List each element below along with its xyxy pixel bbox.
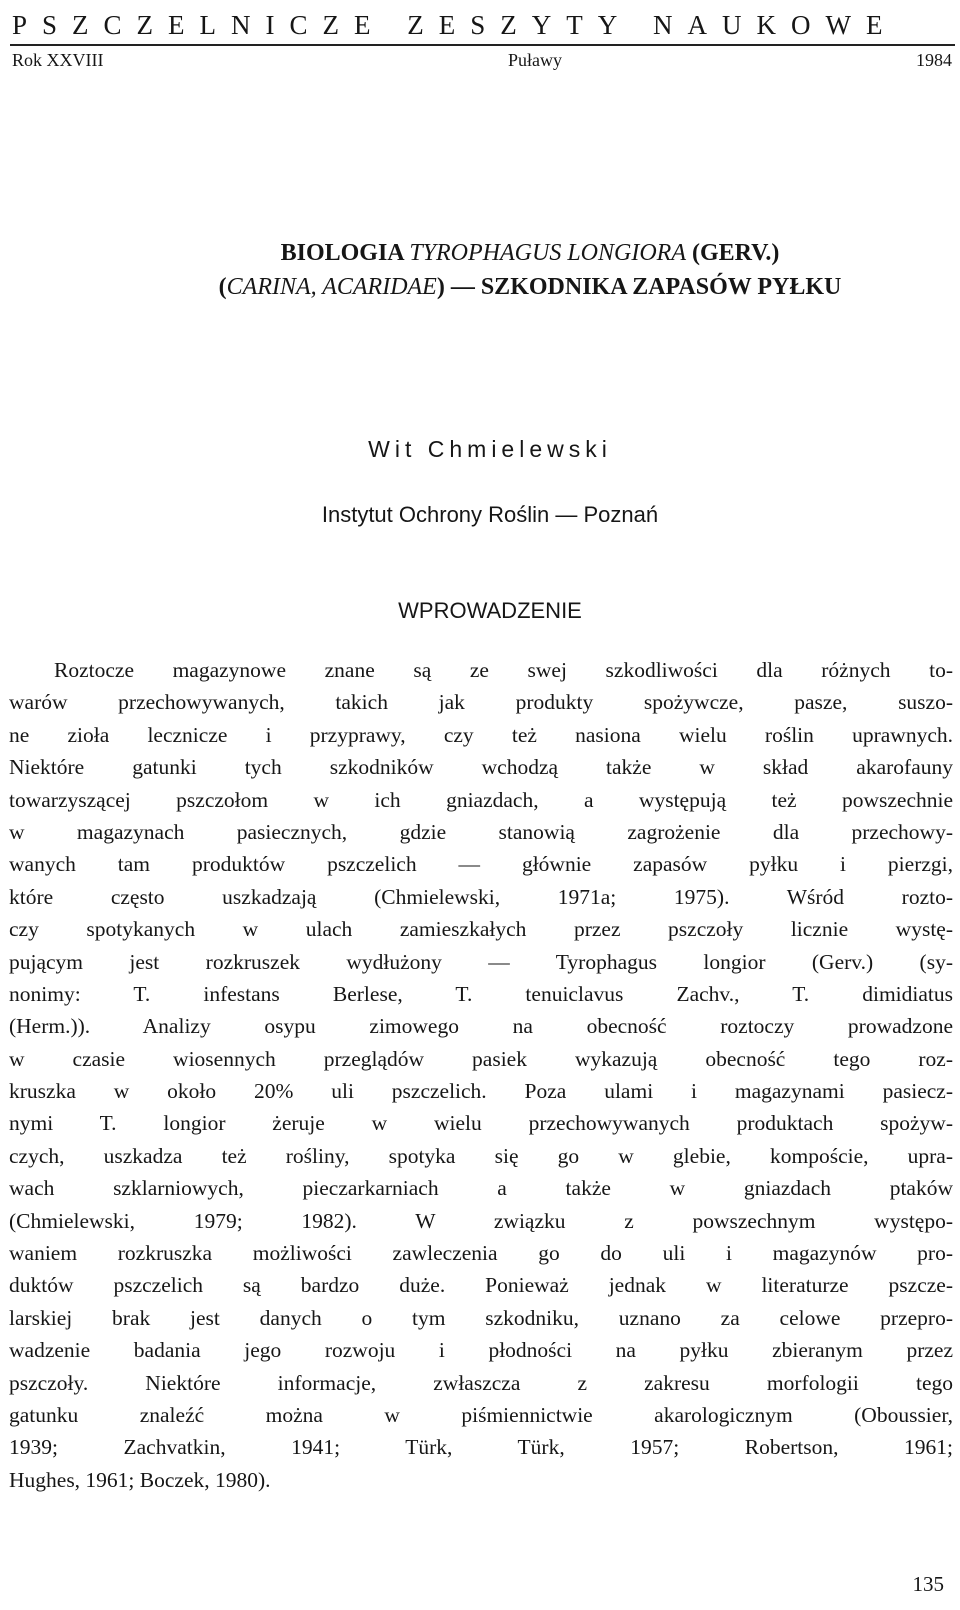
title-segment: CARINA, ACARIDAE <box>226 274 437 300</box>
body-line: kruszka w około 20% uli pszczelich. Poza ulami i magazynami pasiecz- <box>9 1079 953 1104</box>
body-line: Niektóre gatunki tych szkodników wchodzą także w skład akarofauny <box>9 755 953 780</box>
body-line: pującym jest rozkruszek wydłużony — Tyrophagus longior (Gerv.) (sy- <box>9 949 953 974</box>
body-line: 1939; Zachvatkin, 1941; Türk, Türk, 1957; Robertson, 1961; <box>9 1435 953 1460</box>
body-line: ne zioła lecznicze i przyprawy, czy też nasiona wielu roślin uprawnych. <box>9 722 953 747</box>
author-name: Wit Chmielewski <box>368 436 612 462</box>
affiliation: Instytut Ochrony Roślin — Poznań <box>321 502 659 527</box>
page-number: 135 <box>912 1572 944 1596</box>
section-heading: WPROWADZENIE <box>398 598 582 623</box>
body-line: warów przechowywanych, takich jak produkty spożywcze, pasze, suszo- <box>9 690 953 715</box>
body-line: wanych tam produktów pszczelich — głównie zapasów pyłku i pierzgi, <box>9 852 953 877</box>
journal-title: PSZCZELNICZE ZESZYTY NAUKOWE <box>12 10 898 40</box>
body-line: w czasie wiosennych przeglądów pasiek wykazują obecność tego roz- <box>9 1046 953 1071</box>
body-line: czy spotykanych w ulach zamieszkałych przez pszczoły licznie wystę- <box>9 917 953 942</box>
header-rule <box>10 44 955 46</box>
volume-label: Rok XXVIII <box>12 50 104 70</box>
body-line: które często uszkadzają (Chmielewski, 1971a; 1975). Wśród rozto- <box>9 884 953 909</box>
body-line: Hughes, 1961; Boczek, 1980). <box>9 1467 271 1492</box>
title-segment: (GERV.) <box>686 240 780 266</box>
body-line: nonimy: T. infestans Berlese, T. tenuiclavus Zachv., T. dimidiatus <box>9 981 953 1006</box>
year-label: 1984 <box>916 50 952 70</box>
body-line: gatunku znaleźć można w piśmiennictwie akarologicznym (Oboussier, <box>9 1402 953 1427</box>
title-segment: TYROPHAGUS LONGIORA <box>409 240 686 266</box>
body-line: wach szklarniowych, pieczarkarniach a także w gniazdach ptaków <box>9 1176 953 1201</box>
body-line: nymi T. longior żeruje w wielu przechowywanych produktach spożyw- <box>9 1111 953 1136</box>
title-segment: BIOLOGIA <box>280 240 410 266</box>
body-line: czych, uszkadza też rośliny, spotyka się go w glebie, kompoście, upra- <box>9 1143 953 1168</box>
body-text <box>9 654 953 1496</box>
title-segment: ) — SZKODNIKA ZAPASÓW PYŁKU <box>436 274 842 300</box>
body-line: towarzyszącej pszczołom w ich gniazdach, a występują też powszechnie <box>9 787 953 812</box>
body-line: (Herm.)). Analizy osypu zimowego na obecność roztoczy prowadzone <box>9 1014 953 1039</box>
article-title-line-2 <box>0 272 960 302</box>
body-line: larskiej brak jest danych o tym szkodniku, uznano za celowe przepro- <box>9 1305 953 1330</box>
body-line: waniem rozkruszka możliwości zawleczenia go do uli i magazynów pro- <box>9 1241 953 1266</box>
title-segment: ( <box>218 274 227 300</box>
body-line: Roztocze magazynowe znane są ze swej szkodliwości dla różnych to- <box>54 658 953 682</box>
body-line: pszczoły. Niektóre informacje, zwłaszcza z zakresu morfologii tego <box>9 1370 953 1395</box>
body-line: w magazynach pasiecznych, gdzie stanowią zagrożenie dla przechowy- <box>9 819 953 844</box>
body-line: duktów pszczelich są bardzo duże. Ponieważ jednak w literaturze pszcze- <box>9 1273 953 1298</box>
article-title-line-1 <box>0 238 960 268</box>
body-line: (Chmielewski, 1979; 1982). W związku z powszechnym występo- <box>9 1208 953 1233</box>
place-label: Puławy <box>508 50 562 70</box>
body-line: wadzenie badania jego rozwoju i płodności na pyłku zbieranym przez <box>9 1338 953 1363</box>
